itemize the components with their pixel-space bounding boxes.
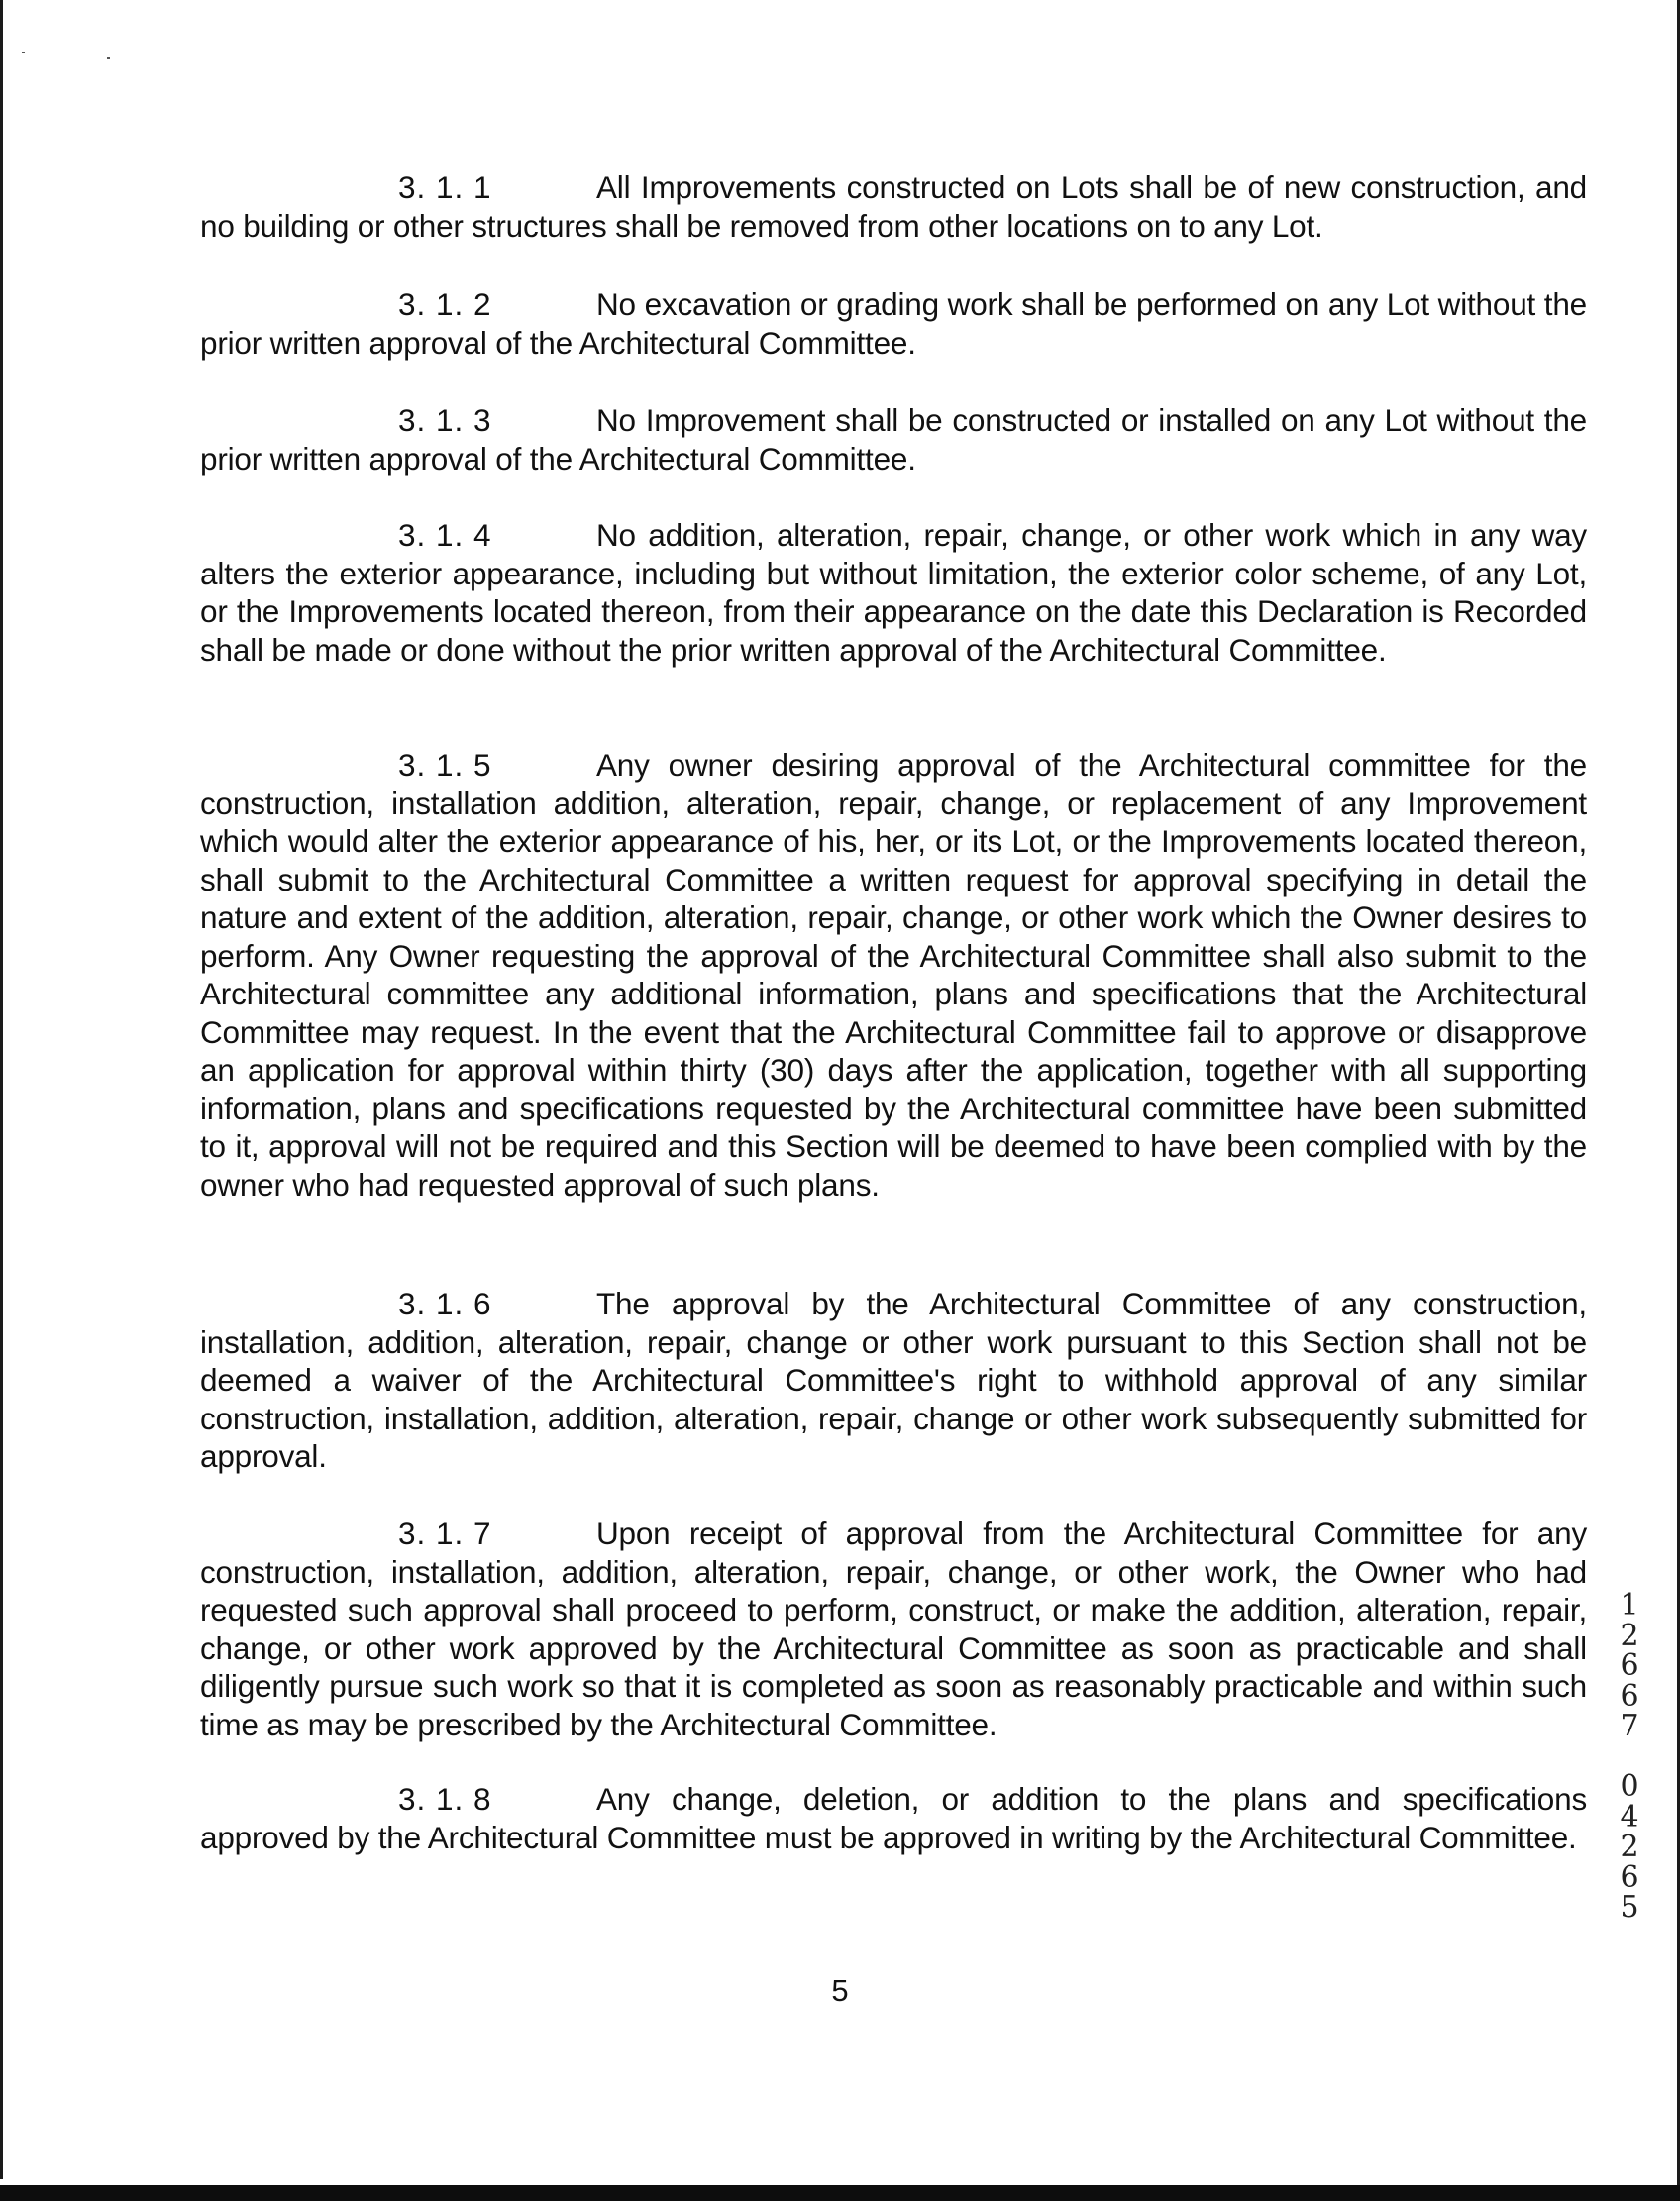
stamp-text: 1 2 6 6 7 0 4 2 6 5 <box>1620 1588 1639 1925</box>
section-3-1-3 <box>200 401 1587 477</box>
recording-number-stamp <box>1613 1588 1646 1925</box>
page-number: 5 <box>831 1973 849 2008</box>
section-number: 3. 1. 2 <box>398 286 492 322</box>
section-3-1-2 <box>200 285 1587 362</box>
scan-speck <box>107 57 110 59</box>
scan-speck <box>22 52 25 53</box>
section-text: All Improvements constructed on Lots shall be of new construction, and no building or other structures shall be removed from other locations on to any Lot. <box>200 169 1587 244</box>
section-text: No addition, alteration, repair, change, or other work which in any way alters the exterior appearance, including but without limitation, the exterior color scheme, of any Lot, or the Improvements located thereon, from their appearance on the date this Declaration is Recorded shall be made or done without the prior written approval of the Architectural Committee. <box>200 517 1587 668</box>
section-number: 3. 1. 4 <box>398 517 492 553</box>
section-number: 3. 1. 1 <box>398 169 492 205</box>
section-number: 3. 1. 5 <box>398 747 492 783</box>
section-text: No excavation or grading work shall be performed on any Lot without the prior written approval of the Architectural Committee. <box>200 286 1587 361</box>
section-3-1-6 <box>200 1285 1587 1476</box>
section-number: 3. 1. 8 <box>398 1781 492 1817</box>
section-3-1-5 <box>200 746 1587 1204</box>
section-text: Any owner desiring approval of the Architectural committee for the construction, installation addition, alteration, repair, change, or replacement of any Improvement which would alter the exterior appearance of his, her, or its Lot, or the Improvements located thereon, shall submit to the Architectural Committee a written request for approval specifying in detail the nature and extent of the addition, alteration, repair, change, or other work which the Owner desires to perform. Any Owner requesting the approval of the Architectural Committee shall also submit to the Architectural committee any additional information, plans and specifications that the Architectural Committee may request. In the event that the Architectural Committee fail to approve or disapprove an application for approval within thirty (30) days after the application, together with all supporting information, plans and specifications requested by the Architectural committee have been submitted to it, approval will not be required and this Section will be deemed to have been complied with by the owner who had requested approval of such plans. <box>200 747 1587 1203</box>
section-3-1-1 <box>200 168 1587 245</box>
section-text: Upon receipt of approval from the Architectural Committee for any construction, installation, addition, alteration, repair, change, or other work, the Owner who had requested such approval shall proceed to perform, construct, or make the addition, alteration, repair, change, or other work approved by the Architectural Committee as soon as practicable and shall diligently pursue such work so that it is completed as soon as reasonably practicable and within such time as may be prescribed by the Architectural Committee. <box>200 1516 1587 1742</box>
scan-border-left <box>0 0 3 2179</box>
section-text: Any change, deletion, or addition to the plans and specifications approved by the Architectural Committee must be approved in writing by the Architectural Committee. <box>200 1781 1587 1855</box>
scan-border-bottom <box>0 2185 1680 2201</box>
section-number: 3. 1. 3 <box>398 402 492 438</box>
section-number: 3. 1. 7 <box>398 1516 492 1551</box>
section-text: No Improvement shall be constructed or installed on any Lot without the prior written approval of the Architectural Committee. <box>200 402 1587 476</box>
section-number: 3. 1. 6 <box>398 1286 492 1321</box>
section-3-1-7 <box>200 1515 1587 1743</box>
section-3-1-4 <box>200 516 1587 669</box>
section-text: The approval by the Architectural Committee of any construction, installation, addition, alteration, repair, change or other work pursuant to this Section shall not be deemed a waiver of the Architectural Committee's right to withhold approval of any similar construction, installation, addition, alteration, repair, change or other work subsequently submitted for approval. <box>200 1286 1587 1474</box>
section-3-1-8 <box>200 1780 1587 1856</box>
